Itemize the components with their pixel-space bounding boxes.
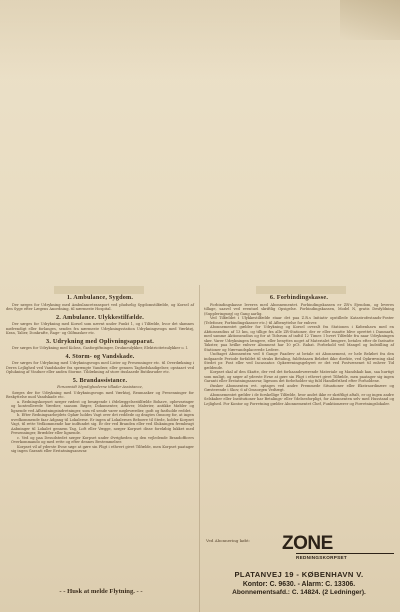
section-title: 4. Storm- og Vandskade. [65, 352, 135, 360]
logo-sub: REDNINGSKORPSET [296, 553, 394, 560]
section-item: c. Ved og paa Desudstedet sørger Korpset under Øvrigheden og den vejledende Brandofficers Overkommando og med rette og efter dennes Bestemmelser. [11, 435, 194, 444]
section-subtitle: Foruanvidt Myndighederne tillader Assistance, [57, 385, 143, 389]
section-paragraph: Undtaget Abonnenten ved 8 Gange Paadrev at betale sit Abonnement, er hele Beløbet fra den indgaaede Periode forfaldet til straks Betaling, fuldtstaaen Beløbet ikke direkte, ved Opkrævning skal Stedet pr. Post eller ved Incassator. Opkrævningsgebyret er det ved Postvæsenet til enhver Tid gældende. [204, 352, 394, 370]
section-title: 1. Ambulance, Sygdom. [66, 294, 134, 301]
section-paragraph: Der sørges for Udrykning med Korsel som nævnt under Punkt 1, og i Tilfælde, hvor det skønnes nødvendigt eller forlanges, sendes fra nærmeste Udrykningsstation Udrykningsvogn med Værktøj, Kran, Talier, Donkrafte, Rage- og Gilfmasker etc. [6, 322, 194, 335]
section-paragraph: Korpset skal af den Skatte, der ved det forhaandeværende Materiale og Mandskab kan, saa hurtigt som muligt, og søger af yderste Evne at gøre sin Pligt i ethvert givet Tilfælde, men paatager sig ingen Garanti eller Erstatningsansvar, ligesom det forbeholder sig fuld Handlefrihed efter Forholdene. [204, 370, 394, 383]
address-block [204, 570, 394, 596]
zone-logo [282, 534, 394, 562]
section-title: 5. Brandassistance. [72, 376, 128, 384]
kontor-phone: Kontor: C. 9630. - Alarm: C. 13306. [242, 581, 356, 588]
section [204, 296, 394, 406]
signature-label: Ved Abonnering købt: [206, 538, 251, 543]
section-paragraph: Der sørges for Udrykning med Koloss, Gasforgiftninger, Drukneulykker, Elektricitetsulykker o. l. [12, 346, 188, 350]
section-paragraph: Ønsker Abonnenten evt. optages ved andre Fremmede Situationer eller Ekstraordinære og Gæsterende i Skov, 6 af Omsorgen Vedtægt. [204, 383, 394, 392]
section [6, 313, 194, 336]
section [6, 337, 194, 351]
section [6, 376, 194, 454]
section-paragraph: Forbindingskasse leveres med Abonnementet. Forbindingskassen er ZR's Ejendom, og leveres tillage, saavel ved eventuel skriftlig Opsigelse. Forbindingskassen, Model N, gratis Desfyldning (Suppleringsøg) og Gang aarlig. [204, 302, 394, 316]
section [6, 352, 194, 375]
fold-line [199, 285, 200, 612]
section-paragraph: Der sørges for Udrykning med Ambulancetransport ved pludselig Sygdomstilfælde, og Korsel af den Syge efter Lægens Anordning, til nærmeste Hospital. [6, 302, 194, 311]
logo-main: ZONE [282, 533, 333, 554]
tape-mark [54, 286, 144, 294]
left-column [6, 296, 194, 458]
section-paragraph: Ved Tilfældet i Ulykkestilfælde staar det paa Z.R.s Initiativ opstillede Katastrofestands-Poster (Telefoner, Forbindingskasser etc.) til Afbenyttelse for enhver. [204, 316, 394, 325]
section-title: 6. Forbindingskasse. [269, 294, 329, 301]
paper-corner-shadow [340, 0, 400, 40]
abonnement-phone: Abonnementsafd.: C. 14824. (2 Ledninger). [232, 589, 366, 596]
section-item: Korpset vil af yderste Evne søge at gøre sin Pligt i ethvert givet Tilfælde, men Korpset paatager sig ingen Garanti eller Erstatningsansvar. [11, 444, 194, 453]
tape-mark [256, 286, 346, 294]
section-item: a. Redningskorpset sørger rødest og besøgende i Ødelæggelsestilfælde Bohave, opbevaringer og kontrollerede Værdier, saasom Bøger, Dokumenter, Arkiver, Malerier, antikke Møbler og lignende ved Afhentningsindretninger, som vil sende varer nøgleværdier, godt og fastholde reddet. [11, 399, 194, 413]
section [6, 296, 194, 312]
section-paragraph: Sørges der for Udrykning med Udrykningsvogn med Værktøj, Reumasker og Presenninger for Beskyttelse mod Vandskade etc. [6, 390, 194, 399]
right-column [204, 296, 394, 410]
flytning-footer: - - Husk at melde Flytning. - - [59, 588, 143, 595]
section-item: b. Efter Redningsarbejdets Ophør holdes Vagt over det reddede og dragtes Omsorg for, at ingen uvedkommende faar Adgang til Lokalerne. Er ingen af Lokalernes Beboere til Stede, holder Korpset Vagt, til rette Vedkommende har indfundet sig. Er der ved Branden eller ved Slukningen frembragt Aabninger til Lokalet gennem Tag, Loft eller Vægge, sørger Korpset disse foreløbig lukket med Presenninger, Brædder eller lignende. [11, 413, 194, 435]
section-paragraph: Der sørges for Udrykning med Udrykningsvogn med Lister og Presenninger etc. til Overdækning i Deres Lejlighed ved Vandskader fra sprængte Vandrør, eller genuen Taghedskadigelser, opstaaet ved Oplukning af Vinduer eller anden Storme. Tildækning af store ituslaaede Butiksruder etc. [6, 361, 194, 374]
street-address: PLATANVEJ 19 - KØBENHAVN V. [234, 570, 364, 579]
section-title: 3. Udrykning med Oplivningsapparat. [46, 337, 154, 345]
section-paragraph: Abonnementet gælder i de forskellige Tilfælde, hvor andet ikke er skriftligt aftalt, er og ingen andre Selskaber eller Institutioner har Betalings- eller Ydelsesforpligt, for Abonnenten selv med Husstand og Lejlighed. For Kontor og Forretning gælder Abonnementet Chef, Funktionærer og Forretningslokaler. [204, 392, 394, 406]
section-paragraph: Abonnementet gælder for Udrykning og Korsel overalt fra Stationen i København med en Aktionsradius af 13 km, og tillige fra alle ZR-Stationer, der er eller maatte blive oprettet i Danmark, med samme Aktionsradius og for at Tidsrum af indtil 12 Timer. I hvert Tilfælde fra naar Udrykningen sker. Varer Udrykningen længere, eller benyttes noget af Materialet længere, betales efter de fastsatte Takster, paa hvilke enhver Abonnent har 10 pCt. Rabat. Forbehold ved Mangel og Indstilling af Stationer og Nærvandsplacerede Ledere. [204, 325, 394, 352]
section-title: 2. Ambulance. Ulykkestilfælde. [56, 313, 144, 321]
